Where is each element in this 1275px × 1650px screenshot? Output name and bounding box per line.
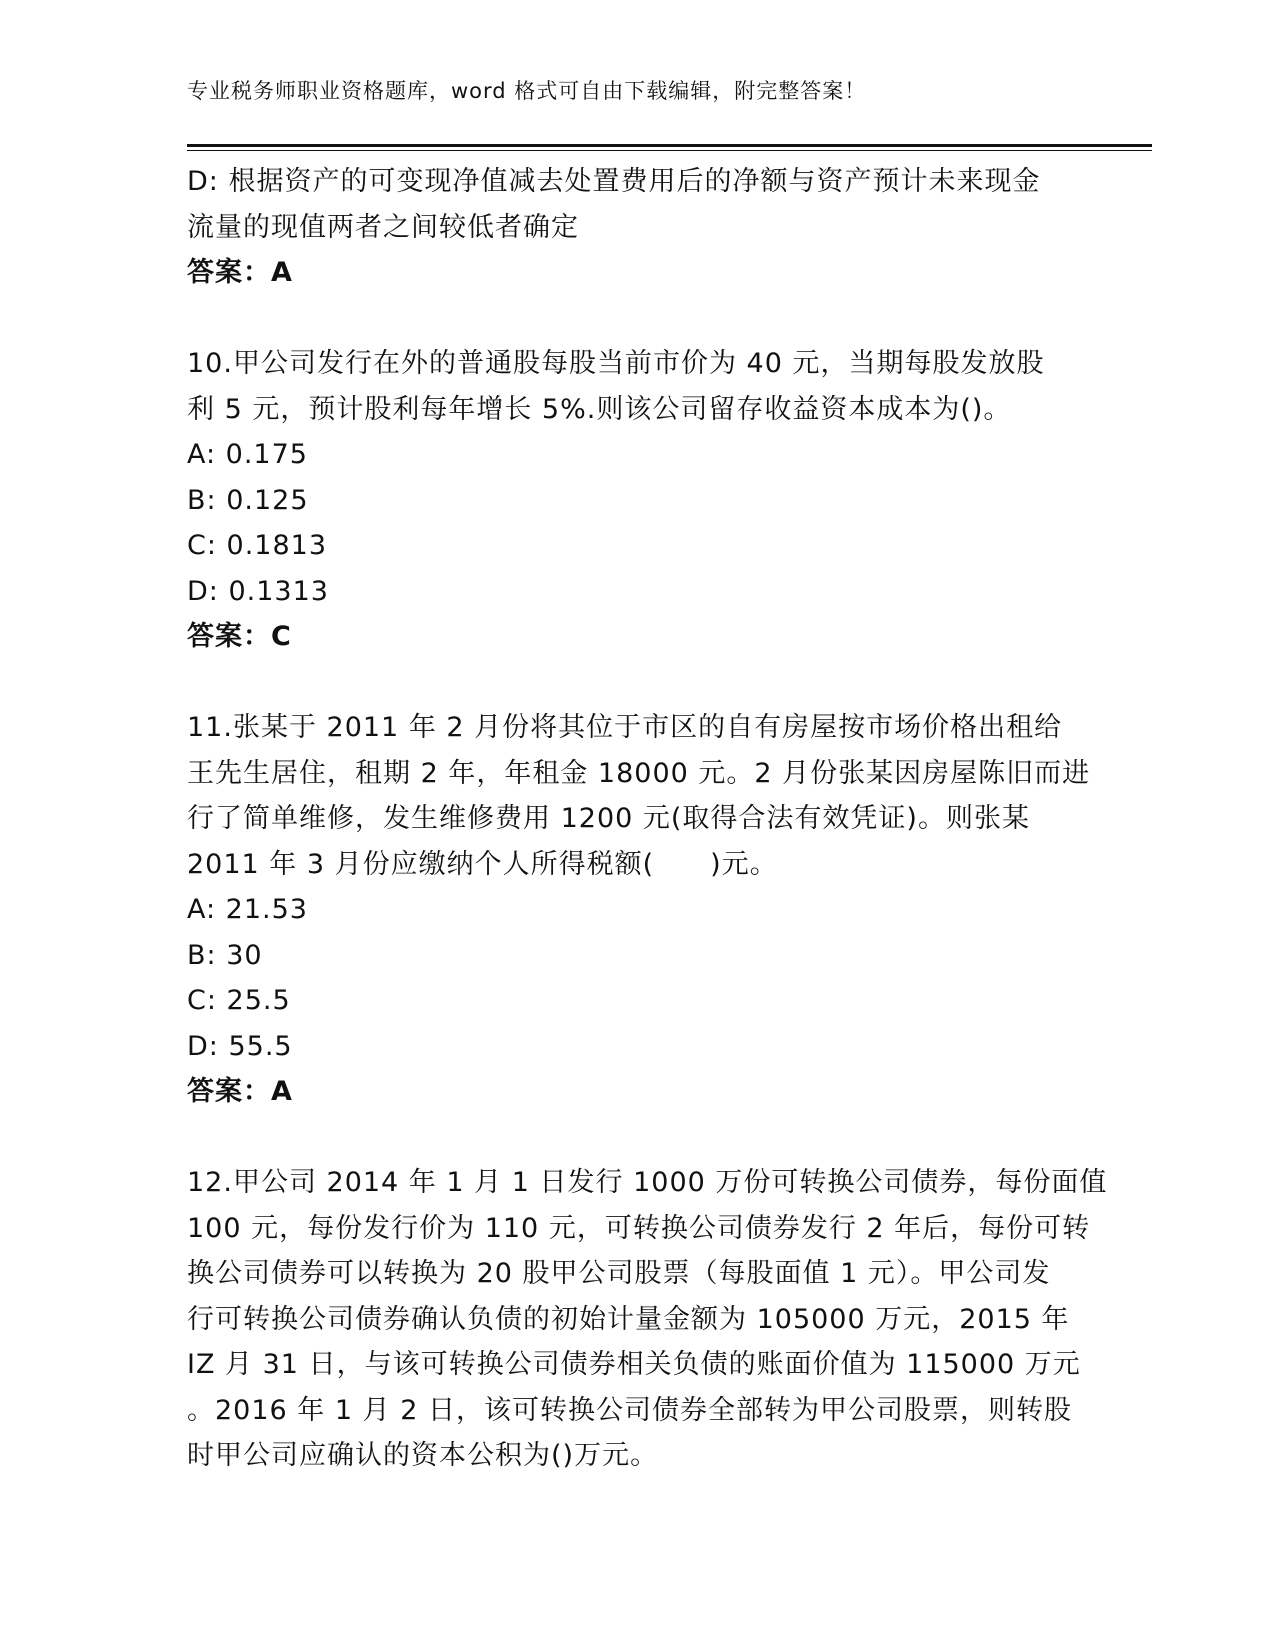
document-body [187, 159, 1108, 1479]
question-stem-line: 换公司债券可以转换为 20 股甲公司股票（每股面值 1 元）。甲公司发 [187, 1258, 1051, 1289]
header-divider-thin [187, 150, 1152, 151]
question-stem-line: 11.张某于 2011 年 2 月份将其位于市区的自有房屋按市场价格出租给 [187, 712, 1063, 743]
answer-line: 答案：C [187, 621, 292, 652]
question-stem-line: 利 5 元，预计股利每年增长 5%.则该公司留存收益资本成本为()。 [187, 393, 1012, 425]
header-divider-thick [187, 144, 1152, 147]
question-stem-line: 行可转换公司债券确认负债的初始计量金额为 105000 万元，2015 年 [187, 1303, 1070, 1335]
question-stem-line: IZ 月 31 日，与该可转换公司债券相关负债的账面价值为 115000 万元 [187, 1349, 1081, 1380]
question-stem-line: 。2016 年 1 月 2 日，该可转换公司债券全部转为甲公司股票，则转股 [187, 1394, 1072, 1426]
spacer [187, 1115, 1087, 1161]
question-stem-line: 12.甲公司 2014 年 1 月 1 日发行 1000 万份可转换公司债券，每份面值 [187, 1167, 1108, 1198]
option-b: B: 30 [187, 939, 263, 971]
question-12 [187, 1160, 1108, 1479]
option-c: C: 25.5 [187, 985, 291, 1016]
option-a: A: 0.175 [187, 439, 308, 470]
option-d-line: D: 根据资产的可变现净值减去处置费用后的净额与资产预计未来现金 [187, 166, 1041, 197]
question-stem-line: 行了简单维修，发生维修费用 1200 元(取得合法有效凭证)。则张某 [187, 803, 1030, 834]
question-stem-line: 10.甲公司发行在外的普通股每股当前市价为 40 元，当期每股发放股 [187, 348, 1045, 379]
question-stem-line: 王先生居住，租期 2 年，年租金 18000 元。2 月份张某因房屋陈旧而进 [187, 757, 1091, 789]
prev-question [187, 159, 1087, 296]
option-a: A: 21.53 [187, 894, 308, 925]
option-d: D: 0.1313 [187, 575, 329, 607]
question-stem-line: 100 元，每份发行价为 110 元，可转换公司债券发行 2 年后，每份可转 [187, 1212, 1091, 1244]
question-10 [187, 341, 1087, 660]
answer-line: 答案：A [187, 257, 293, 288]
spacer [187, 660, 1087, 706]
question-stem-line: 时甲公司应确认的资本公积为()万元。 [187, 1440, 659, 1471]
option-d: D: 55.5 [187, 1030, 293, 1062]
question-11 [187, 705, 1091, 1115]
option-d-line: 流量的现值两者之间较低者确定 [187, 211, 579, 243]
question-stem-line: 2011 年 3 月份应缴纳个人所得税额( )元。 [187, 848, 778, 880]
option-b: B: 0.125 [187, 484, 309, 516]
answer-line: 答案：A [187, 1076, 293, 1107]
page-header: 专业税务师职业资格题库，word 格式可自由下载编辑，附完整答案！ [187, 79, 867, 103]
option-c: C: 0.1813 [187, 530, 328, 561]
spacer [187, 296, 1087, 342]
